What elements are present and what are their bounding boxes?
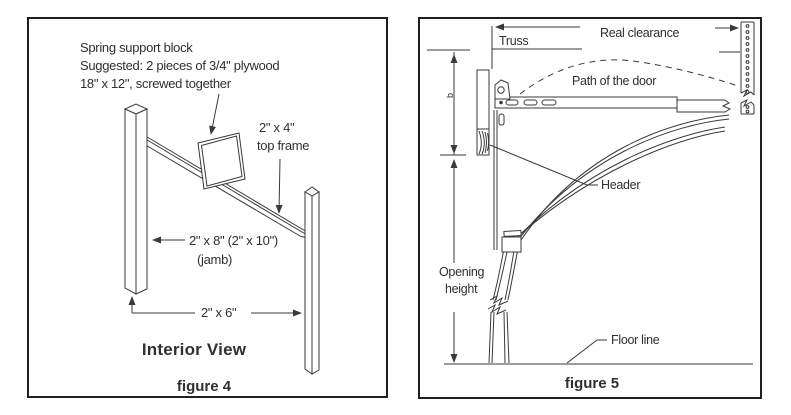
headroom-dimension xyxy=(440,52,466,155)
header-board xyxy=(477,70,489,155)
door-stop xyxy=(494,110,504,250)
left-jamb-post xyxy=(125,104,147,294)
door-break xyxy=(488,296,509,363)
figure5-caption: figure 5 xyxy=(564,375,620,392)
truss-label: Truss xyxy=(499,34,529,48)
spring-block-label-3: 18" x 12", screwed together xyxy=(80,76,231,91)
floor-line-label: Floor line xyxy=(611,333,660,347)
figure5-drawing xyxy=(420,19,760,397)
spring-block-label-1: Spring support block xyxy=(80,40,193,55)
header-leader xyxy=(490,145,598,185)
real-clearance-label: Real clearance xyxy=(600,26,680,40)
top-frame-arrow xyxy=(279,159,280,213)
right-post xyxy=(305,187,319,374)
door-roller-bracket xyxy=(502,231,521,252)
headroom-letter: b xyxy=(445,93,455,98)
figure4-panel xyxy=(27,17,388,398)
figure5-panel xyxy=(418,17,762,399)
figure4-caption: figure 4 xyxy=(176,378,232,395)
door-panel-curves xyxy=(493,115,729,300)
spring-block-arrow xyxy=(211,94,219,134)
path-of-door-label: Path of the door xyxy=(572,74,657,88)
perforated-angle xyxy=(741,22,754,114)
track-bracket xyxy=(495,80,510,99)
spring-support-block xyxy=(198,133,245,189)
interior-view-title: Interior View xyxy=(141,340,247,359)
header-label: Header xyxy=(601,178,641,192)
floor-leader xyxy=(567,340,607,363)
opening-height-label-2: height xyxy=(445,282,478,296)
top-frame-word-label: top frame xyxy=(257,138,310,153)
real-clearance-lines xyxy=(715,28,740,52)
horizontal-track xyxy=(495,97,730,112)
jamb-size-label: 2" x 8" (2" x 10") xyxy=(189,233,278,248)
opening-height-label-1: Opening xyxy=(439,265,485,279)
jamb-word-label: (jamb) xyxy=(197,252,233,267)
figure4-drawing xyxy=(29,19,386,396)
sill-size-label: 2" x 6" xyxy=(201,305,237,320)
top-frame-size-label: 2" x 4" xyxy=(259,120,295,135)
spring-block-label-2: Suggested: 2 pieces of 3/4" plywood xyxy=(80,58,280,73)
